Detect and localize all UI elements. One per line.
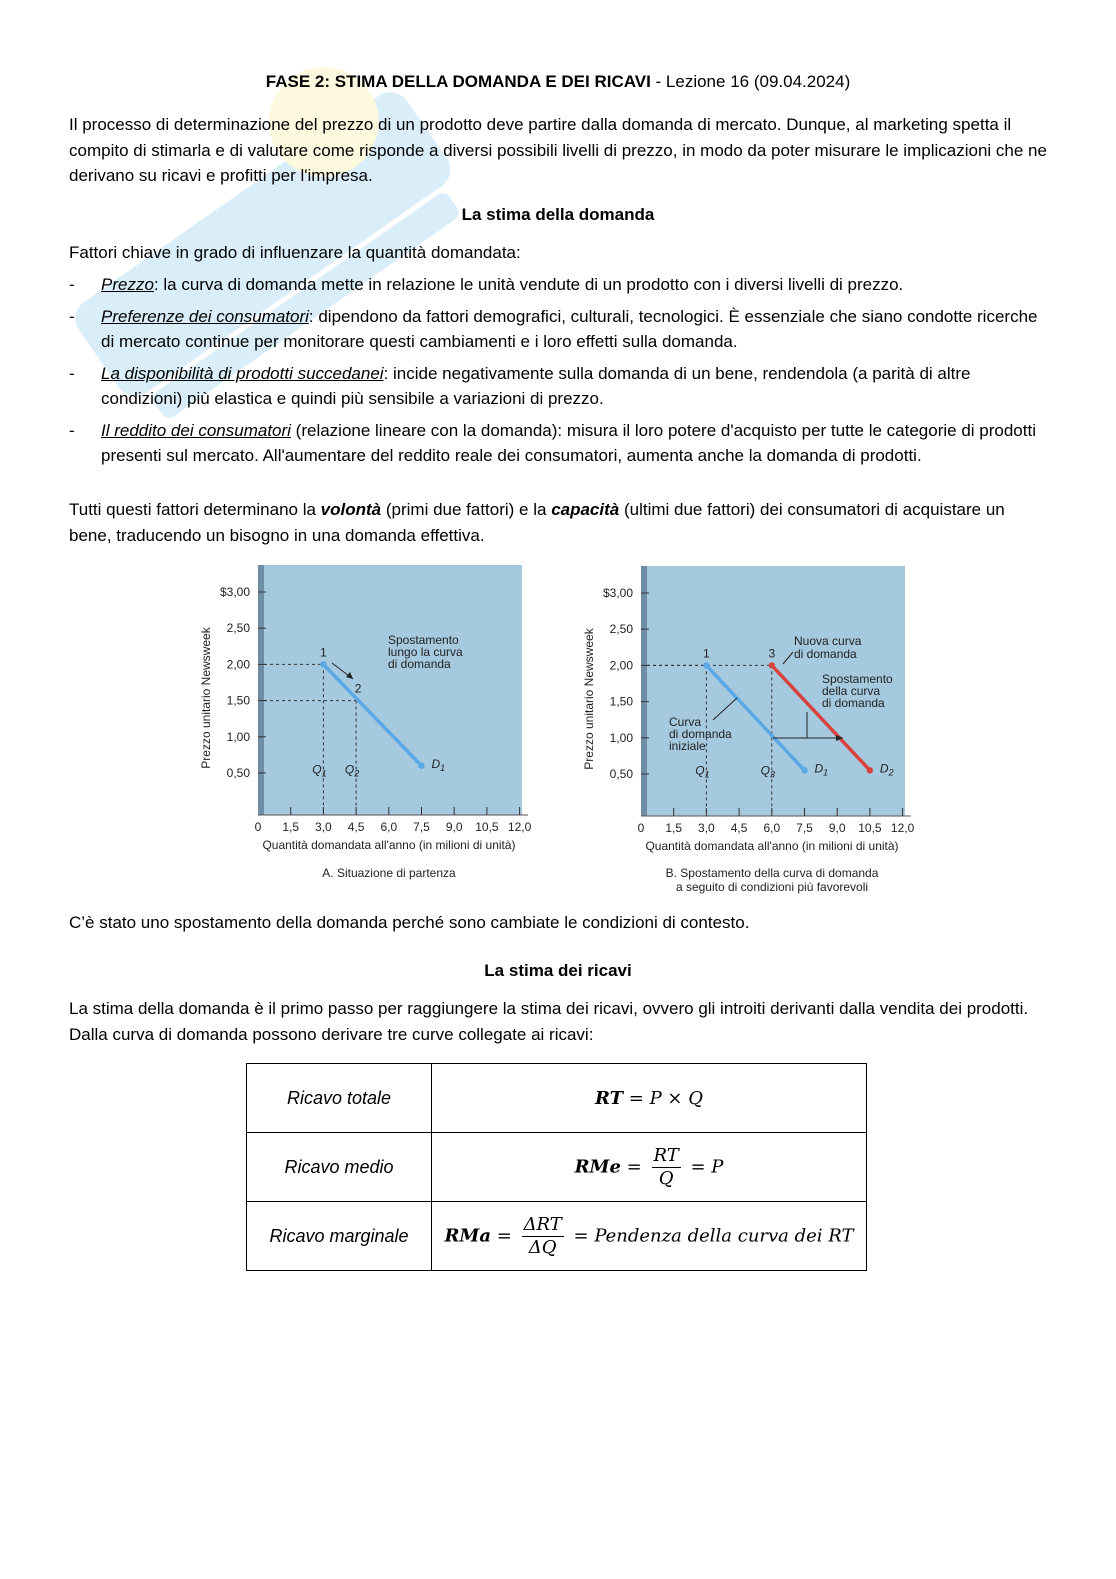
- y-tick-label: 1,00: [609, 730, 633, 745]
- will-term: volontà: [320, 500, 382, 519]
- list-item: [69, 361, 1049, 412]
- row-label: Ricavo totale: [247, 1064, 432, 1133]
- fraction: [652, 1145, 681, 1190]
- list-item: [69, 418, 1049, 469]
- chart-a: [192, 560, 537, 895]
- phase-title: FASE 2: STIMA DELLA DOMANDA E DEI RICAVI: [265, 72, 651, 91]
- x-tick-label: 3,0: [698, 821, 715, 835]
- factors-list: [69, 272, 1049, 475]
- equals-sign: =: [626, 1156, 642, 1177]
- x-tick-label: 1,5: [665, 821, 683, 835]
- fraction-numerator: ΔRT: [523, 1213, 562, 1235]
- factor-text: : incide negativamente sulla domanda di un bene, rendendola (a parità di altre condizioni) più elastica e quindi più sensibile a variazioni di prezzo.: [101, 363, 971, 408]
- x-tick-label: 9,0: [445, 820, 463, 834]
- y-tick-label: 0,50: [226, 766, 250, 780]
- intro-paragraph: Il processo di determinazione del prezzo di un prodotto deve partire dalla domanda di mercato. Dunque, al marketing spetta il compito di stimarla e di valutare come risponde a diversi possibili livelli di prezzo, in modo da poter misurare le implicazioni che ne derivano su ricavi e profitti per l'impresa.: [69, 115, 1047, 185]
- x-tick-label: 6,0: [763, 821, 781, 835]
- series-label: $D_1$: [431, 756, 446, 773]
- fraction-denominator: ΔQ: [528, 1236, 557, 1258]
- point-label: 1: [320, 645, 327, 660]
- y-tick-label: 2,00: [226, 657, 250, 672]
- quantity-label: $Q_2$: [344, 762, 360, 779]
- annotation-line: della curva: [822, 684, 881, 698]
- y-axis-label: Prezzo unitario Newsweek: [582, 628, 596, 770]
- series-endpoint: [418, 763, 424, 769]
- y-tick-label: $3,00: [602, 586, 633, 600]
- factor-text: (relazione lineare con la domanda): misura il loro potere d'acquisto per tutte le categorie di prodotti presenti sul mercato. All'aumentare del reddito reale dei consumatori, aumenta anche la domanda di prodotti.: [101, 420, 1036, 465]
- annotation-line: Spostamento: [822, 672, 893, 686]
- revenue-table: [246, 1063, 867, 1271]
- annotation-line: di domanda: [669, 727, 732, 741]
- y-tick-label: 2,00: [609, 658, 633, 673]
- row-formula: [432, 1202, 867, 1271]
- chart-caption: B. Spostamento della curva di domanda: [665, 866, 879, 880]
- factor-term: Il reddito dei consumatori: [101, 420, 291, 440]
- x-tick-label: 0: [637, 821, 645, 835]
- x-tick-label: 3,0: [315, 820, 332, 834]
- annotation-line: Spostamento: [388, 633, 459, 647]
- series-endpoint: [320, 661, 326, 667]
- series-endpoint: [769, 662, 775, 668]
- demand-heading: La stima della domanda: [461, 205, 655, 224]
- formula-rhs: = P × Q: [623, 1087, 703, 1109]
- row-formula: [432, 1064, 867, 1133]
- series-endpoint: [867, 767, 873, 773]
- x-tick-label: 9,0: [828, 821, 846, 835]
- equals-sign: =: [496, 1225, 512, 1246]
- annotation-line: Nuova curva: [794, 634, 862, 648]
- formula-lhs: RT: [595, 1087, 624, 1109]
- series-endpoint: [703, 662, 709, 668]
- x-tick-label: 12,0: [507, 820, 532, 834]
- factor-term: Preferenze dei consumatori: [101, 306, 309, 326]
- capacity-term: capacità: [551, 500, 620, 519]
- revenue-heading: La stima dei ricavi: [484, 961, 632, 980]
- row-formula: [432, 1133, 867, 1202]
- annotation-line: di domanda: [794, 647, 857, 661]
- summary-text: (primi due fattori) e la: [381, 500, 552, 519]
- y-tick-label: 1,50: [609, 694, 633, 709]
- series-endpoint: [801, 767, 807, 773]
- row-label: Ricavo medio: [247, 1133, 432, 1202]
- y-tick-label: $3,00: [219, 585, 250, 599]
- x-tick-label: 0: [254, 820, 262, 834]
- factor-text: : la curva di domanda mette in relazione le unità vendute di un prodotto con i diversi livelli di prezzo.: [153, 275, 904, 294]
- x-tick-label: 12,0: [890, 821, 915, 835]
- annotation-line: iniziale: [669, 739, 706, 753]
- y-tick-label: 2,50: [609, 622, 633, 637]
- chart-a-svg: [192, 560, 537, 890]
- chart-caption: A. Situazione di partenza: [322, 866, 456, 880]
- annotation-line: di domanda: [822, 696, 885, 710]
- x-tick-label: 4,5: [730, 821, 748, 835]
- series-label: $D_2$: [879, 761, 894, 778]
- fraction-denominator: Q: [658, 1167, 674, 1189]
- y-tick-label: 2,50: [226, 621, 250, 636]
- table-row: [247, 1202, 867, 1271]
- quantity-label: $Q_1$: [695, 763, 710, 780]
- x-tick-label: 6,0: [380, 820, 398, 834]
- chart-b-svg: [575, 560, 920, 900]
- fraction-numerator: RT: [653, 1144, 679, 1166]
- point-label: 3: [768, 646, 776, 661]
- list-item: [69, 304, 1049, 355]
- table-row: [247, 1133, 867, 1202]
- summary-text: Tutti questi fattori determinano la: [69, 500, 321, 519]
- x-tick-label: 7,5: [796, 821, 813, 835]
- x-tick-label: 7,5: [413, 820, 430, 834]
- y-axis-label: Prezzo unitario Newsweek: [199, 627, 213, 769]
- quantity-label: $Q_1$: [312, 762, 327, 779]
- page-title: [0, 72, 1116, 92]
- table-row: [247, 1064, 867, 1133]
- factor-text: : dipendono da fattori demografici, culturali, tecnologici. È essenziale che siano condotte ricerche di mercato continue per monitorare questi cambiamenti e i loro effetti sulla domanda.: [101, 306, 1038, 351]
- annotation-line: lungo la curva: [388, 645, 463, 659]
- x-tick-label: 1,5: [282, 820, 300, 834]
- annotation-line: di domanda: [388, 657, 451, 671]
- x-axis-label: Quantità domandata all'anno (in milioni di unità): [645, 839, 899, 853]
- quantity-label: $Q_3$: [760, 763, 775, 780]
- y-tick-label: 0,50: [609, 767, 633, 781]
- factors-intro: Fattori chiave in grado di influenzare la quantità domandata:: [69, 243, 521, 262]
- y-tick-label: 1,00: [226, 729, 250, 744]
- fraction: [522, 1214, 564, 1259]
- list-item: [69, 272, 1049, 298]
- axis-strip: [258, 565, 264, 815]
- factor-term: La disponibilità di prodotti succedanei: [101, 363, 384, 383]
- plot-background: [258, 565, 522, 815]
- x-axis-label: Quantità domandata all'anno (in milioni di unità): [262, 838, 516, 852]
- annotation-new-curve: [783, 634, 862, 664]
- lesson-info: - Lezione 16 (09.04.2024): [650, 72, 851, 91]
- formula-lhs: RMa: [444, 1225, 491, 1246]
- summary-paragraph: [69, 497, 1049, 548]
- point-label: 1: [703, 646, 710, 661]
- formula-lhs: RMe: [574, 1156, 621, 1177]
- point-label: 2: [354, 681, 362, 696]
- shift-note: C’è stato uno spostamento della domanda perché sono cambiate le condizioni di contesto.: [69, 913, 750, 932]
- chart-b: [575, 560, 920, 905]
- x-tick-label: 10,5: [475, 820, 499, 834]
- y-tick-label: 1,50: [226, 693, 250, 708]
- series-label: $D_1$: [814, 761, 829, 778]
- annotation-line: Curva: [669, 715, 702, 729]
- formula-tail: = Pendenza della curva dei RT: [567, 1225, 854, 1246]
- chart-caption: a seguito di condizioni più favorevoli: [675, 880, 869, 894]
- x-tick-label: 10,5: [858, 821, 882, 835]
- revenue-paragraph: La stima della domanda è il primo passo per raggiungere la stima dei ricavi, ovvero gli introiti derivanti dalla vendita dei prodotti. Dalla curva di domanda possono derivare tre curve collegate ai ricavi:: [69, 999, 1029, 1044]
- factor-term: Prezzo: [101, 275, 154, 294]
- axis-strip: [641, 566, 647, 816]
- summary-text: (ultimi due fattori) dei consumatori di acquistare un bene, traducendo un bisogno in una domanda effettiva.: [69, 500, 1005, 545]
- x-tick-label: 4,5: [347, 820, 365, 834]
- row-label: Ricavo marginale: [247, 1202, 432, 1271]
- formula-tail: = P: [684, 1156, 724, 1177]
